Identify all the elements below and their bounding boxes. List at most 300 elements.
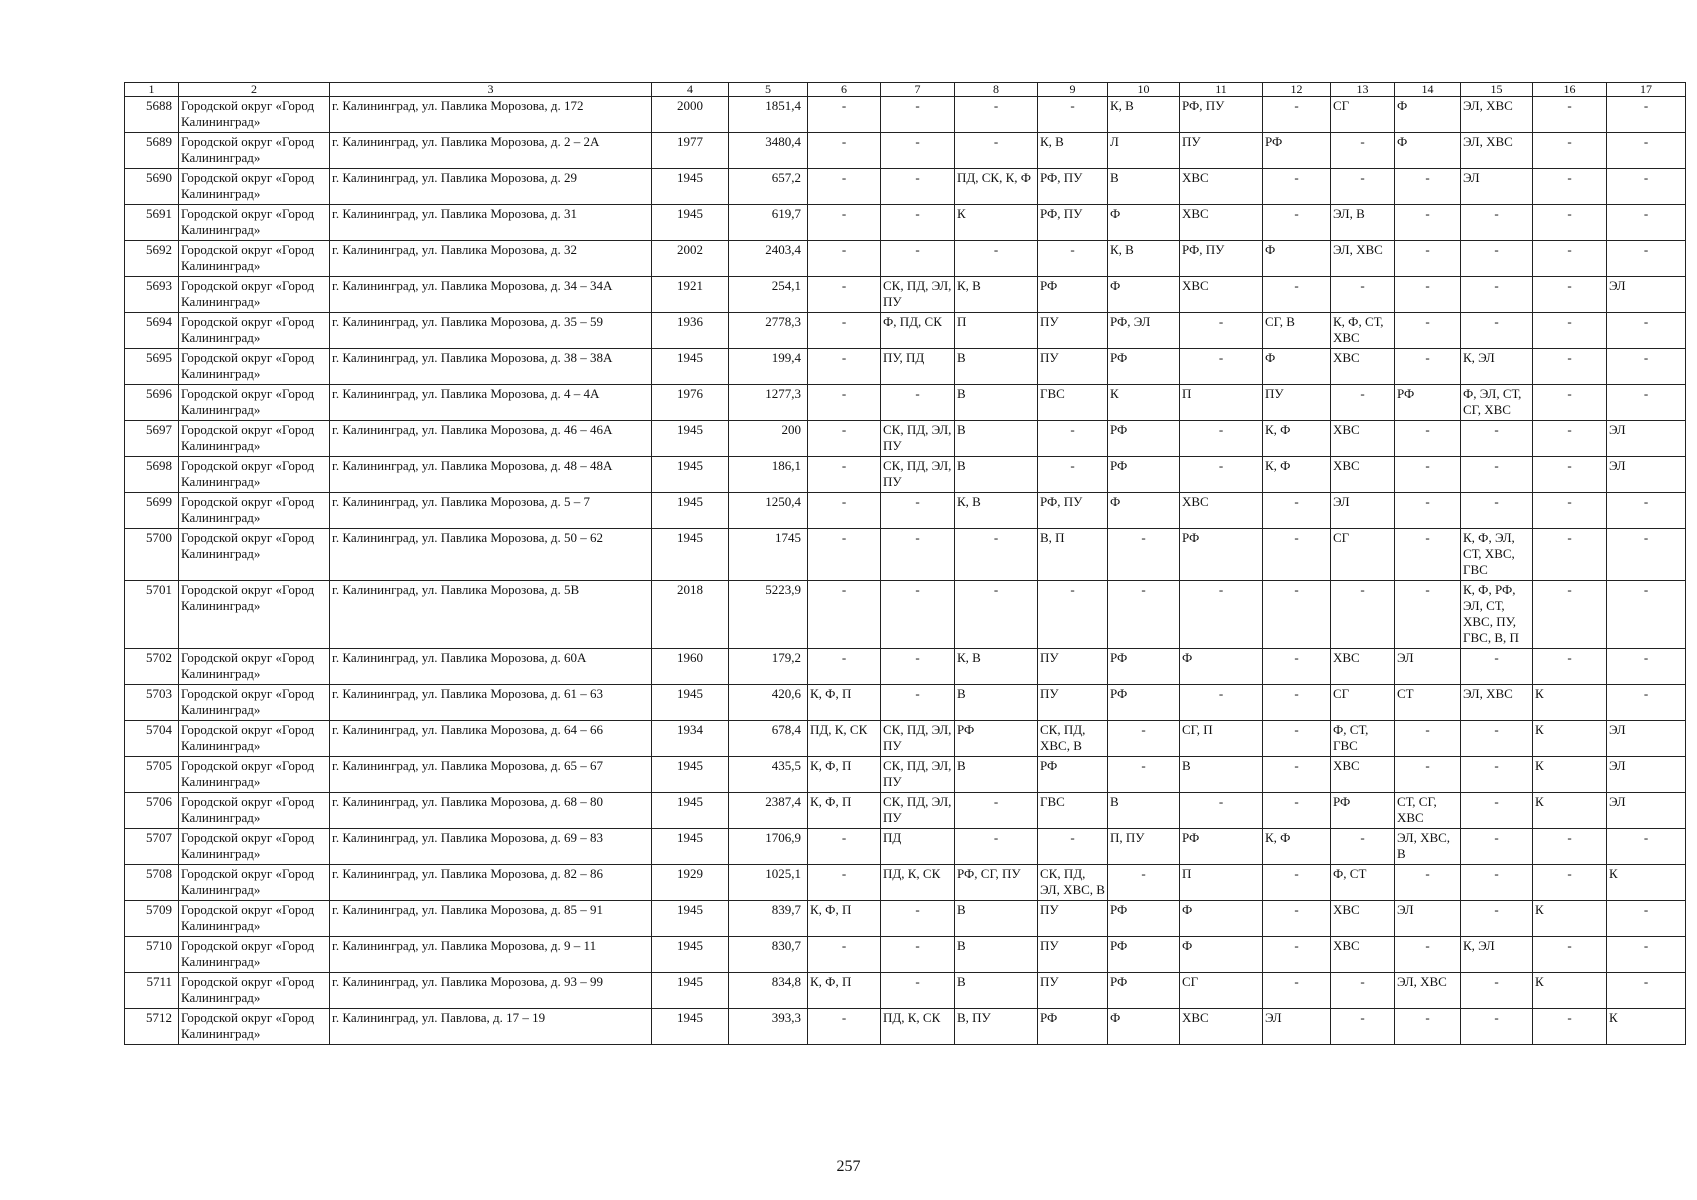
table-cell: 1929 xyxy=(652,865,729,901)
table-cell: - xyxy=(1607,169,1686,205)
table-cell: 1960 xyxy=(652,649,729,685)
table-cell: 5223,9 xyxy=(729,581,808,649)
table-row xyxy=(125,793,1686,829)
table-cell: 2000 xyxy=(652,97,729,133)
column-header: 11 xyxy=(1180,83,1263,97)
table-cell: - xyxy=(1263,529,1331,581)
table-row xyxy=(125,169,1686,205)
table-cell: РФ xyxy=(1331,793,1395,829)
page-number: 257 xyxy=(836,1158,861,1175)
table-cell: - xyxy=(1607,685,1686,721)
table-cell: Городской округ «Город Калининград» xyxy=(179,277,330,313)
table-cell: 199,4 xyxy=(729,349,808,385)
table-cell: - xyxy=(1395,865,1461,901)
table-cell: - xyxy=(1395,349,1461,385)
table-cell: - xyxy=(1108,721,1180,757)
table-cell: К, ЭЛ xyxy=(1461,937,1533,973)
table-cell: - xyxy=(955,241,1038,277)
table-cell: РФ xyxy=(1108,421,1180,457)
table-cell: 5712 xyxy=(125,1009,179,1045)
table-row xyxy=(125,649,1686,685)
table-cell: ЭЛ xyxy=(1607,757,1686,793)
table-cell: В xyxy=(955,937,1038,973)
table-cell: ПД xyxy=(881,829,955,865)
table-cell: 1745 xyxy=(729,529,808,581)
table-cell: - xyxy=(1607,385,1686,421)
table-cell: 1025,1 xyxy=(729,865,808,901)
table-cell: - xyxy=(1263,793,1331,829)
table-cell: - xyxy=(1263,757,1331,793)
table-cell: Городской округ «Город Калининград» xyxy=(179,685,330,721)
table-cell: СК, ПД, ЭЛ, ПУ xyxy=(881,793,955,829)
table-cell: П xyxy=(1180,865,1263,901)
table-cell: ЭЛ, В xyxy=(1331,205,1395,241)
table-cell: 200 xyxy=(729,421,808,457)
table-cell: ЭЛ xyxy=(1263,1009,1331,1045)
table-cell: Городской округ «Город Калининград» xyxy=(179,169,330,205)
table-cell: - xyxy=(881,581,955,649)
table-cell: 1945 xyxy=(652,349,729,385)
table-cell: К, В xyxy=(955,277,1038,313)
table-cell: ПУ xyxy=(1038,973,1108,1009)
table-cell: - xyxy=(1461,277,1533,313)
table-cell: 5703 xyxy=(125,685,179,721)
table-cell: 5699 xyxy=(125,493,179,529)
table-cell: - xyxy=(1395,313,1461,349)
table-cell: 1921 xyxy=(652,277,729,313)
table-cell: ПУ xyxy=(1038,313,1108,349)
column-header: 6 xyxy=(808,83,881,97)
table-cell: - xyxy=(1263,721,1331,757)
table-cell: - xyxy=(955,529,1038,581)
table-cell: - xyxy=(1395,205,1461,241)
table-cell: - xyxy=(1461,241,1533,277)
table-cell: 2778,3 xyxy=(729,313,808,349)
table-cell: г. Калининград, ул. Павлика Морозова, д. 172 xyxy=(330,97,652,133)
table-cell: 1976 xyxy=(652,385,729,421)
table-cell: 1945 xyxy=(652,205,729,241)
table-cell: Городской округ «Город Калининград» xyxy=(179,313,330,349)
table-cell: г. Калининград, ул. Павлика Морозова, д. 46 – 46А xyxy=(330,421,652,457)
column-header: 1 xyxy=(125,83,179,97)
table-cell: РФ xyxy=(1263,133,1331,169)
column-header: 3 xyxy=(330,83,652,97)
table-cell: Ф, ЭЛ, СТ, СГ, ХВС xyxy=(1461,385,1533,421)
table-cell: 5702 xyxy=(125,649,179,685)
table-cell: 5705 xyxy=(125,757,179,793)
table-cell: - xyxy=(1108,865,1180,901)
table-cell: Городской округ «Город Калининград» xyxy=(179,133,330,169)
table-cell: - xyxy=(808,581,881,649)
table-cell: 5691 xyxy=(125,205,179,241)
table-cell: - xyxy=(808,529,881,581)
table-cell: - xyxy=(1108,581,1180,649)
table-cell: - xyxy=(1395,277,1461,313)
table-row xyxy=(125,685,1686,721)
table-cell: 5696 xyxy=(125,385,179,421)
table-row xyxy=(125,581,1686,649)
table-cell: ПД, К, СК xyxy=(881,1009,955,1045)
table-cell: - xyxy=(1263,937,1331,973)
table-cell: 5707 xyxy=(125,829,179,865)
table-cell: ХВС xyxy=(1331,757,1395,793)
table-cell: 1945 xyxy=(652,757,729,793)
table-cell: - xyxy=(1607,313,1686,349)
table-cell: Ф xyxy=(1180,937,1263,973)
table-cell: Городской округ «Город Калининград» xyxy=(179,1009,330,1045)
table-cell: - xyxy=(1461,865,1533,901)
table-cell: г. Калининград, ул. Павлика Морозова, д. 29 xyxy=(330,169,652,205)
table-cell: РФ, ПУ xyxy=(1180,241,1263,277)
table-cell: - xyxy=(1331,829,1395,865)
table-cell: ЭЛ, ХВС, В xyxy=(1395,829,1461,865)
table-cell: Ф xyxy=(1180,649,1263,685)
table-cell: - xyxy=(955,133,1038,169)
table-cell: 1945 xyxy=(652,421,729,457)
table-cell: - xyxy=(1607,973,1686,1009)
table-cell: - xyxy=(1263,169,1331,205)
table-cell: - xyxy=(1533,493,1607,529)
table-cell: - xyxy=(1607,205,1686,241)
table-cell: - xyxy=(955,97,1038,133)
table-cell: РФ, ПУ xyxy=(1038,493,1108,529)
table-cell: г. Калининград, ул. Павлика Морозова, д. 48 – 48А xyxy=(330,457,652,493)
table-cell: Ф xyxy=(1108,1009,1180,1045)
table-cell: СГ, П xyxy=(1180,721,1263,757)
table-cell: - xyxy=(1607,529,1686,581)
table-cell: - xyxy=(1395,937,1461,973)
table-cell: 657,2 xyxy=(729,169,808,205)
table-cell: - xyxy=(1263,97,1331,133)
table-cell: ГВС xyxy=(1038,793,1108,829)
table-cell: - xyxy=(881,937,955,973)
table-cell: К, Ф, ЭЛ, СТ, ХВС, ГВС xyxy=(1461,529,1533,581)
table-cell: К, Ф, СТ, ХВС xyxy=(1331,313,1395,349)
table-cell: ПУ xyxy=(1038,349,1108,385)
table-cell: ЭЛ xyxy=(1395,901,1461,937)
table-cell: - xyxy=(881,493,955,529)
table-cell: 3480,4 xyxy=(729,133,808,169)
table-cell: РФ xyxy=(1108,973,1180,1009)
table-cell: РФ, СГ, ПУ xyxy=(955,865,1038,901)
table-cell: ПУ xyxy=(1038,685,1108,721)
table-cell: г. Калининград, ул. Павлика Морозова, д. 9 – 11 xyxy=(330,937,652,973)
table-cell: - xyxy=(1533,385,1607,421)
table-cell: 5694 xyxy=(125,313,179,349)
table-cell: - xyxy=(1263,277,1331,313)
column-header: 15 xyxy=(1461,83,1533,97)
table-cell: - xyxy=(1607,829,1686,865)
table-cell: - xyxy=(1180,457,1263,493)
table-cell: РФ xyxy=(1038,277,1108,313)
table-cell: 1934 xyxy=(652,721,729,757)
table-cell: РФ, ЭЛ xyxy=(1108,313,1180,349)
table-cell: П xyxy=(955,313,1038,349)
table-cell: - xyxy=(1461,901,1533,937)
table-cell: - xyxy=(1331,169,1395,205)
table-cell: 1945 xyxy=(652,829,729,865)
table-cell: 5704 xyxy=(125,721,179,757)
table-cell: К, Ф xyxy=(1263,829,1331,865)
table-cell: - xyxy=(1533,937,1607,973)
table-cell: СГ xyxy=(1331,685,1395,721)
table-cell: г. Калининград, ул. Павлика Морозова, д. 65 – 67 xyxy=(330,757,652,793)
table-cell: ПД, К, СК xyxy=(881,865,955,901)
table-cell: - xyxy=(808,865,881,901)
table-cell: Городской округ «Город Калининград» xyxy=(179,865,330,901)
table-cell: 5690 xyxy=(125,169,179,205)
table-cell: - xyxy=(808,169,881,205)
table-row xyxy=(125,349,1686,385)
table-cell: - xyxy=(881,133,955,169)
table-cell: - xyxy=(881,529,955,581)
table-cell: ЭЛ xyxy=(1461,169,1533,205)
table-cell: К xyxy=(1533,793,1607,829)
table-cell: 5697 xyxy=(125,421,179,457)
table-cell: 5692 xyxy=(125,241,179,277)
table-cell: - xyxy=(1461,457,1533,493)
table-cell: 1945 xyxy=(652,685,729,721)
table-cell: 179,2 xyxy=(729,649,808,685)
table-cell: - xyxy=(1331,277,1395,313)
table-cell: г. Калининград, ул. Павлика Морозова, д. 5В xyxy=(330,581,652,649)
table-cell: - xyxy=(1038,97,1108,133)
table-cell: Городской округ «Город Калининград» xyxy=(179,581,330,649)
table-cell: В xyxy=(955,421,1038,457)
table-cell: г. Калининград, ул. Павлика Морозова, д. 50 – 62 xyxy=(330,529,652,581)
table-cell: Городской округ «Город Калининград» xyxy=(179,493,330,529)
table-cell: г. Калининград, ул. Павлика Морозова, д. 93 – 99 xyxy=(330,973,652,1009)
table-cell: РФ xyxy=(1108,937,1180,973)
table-cell: 5695 xyxy=(125,349,179,385)
table-cell: - xyxy=(881,97,955,133)
table-cell: ЭЛ xyxy=(1607,457,1686,493)
table-cell: 1851,4 xyxy=(729,97,808,133)
table-cell: - xyxy=(808,205,881,241)
table-cell: ГВС xyxy=(1038,385,1108,421)
table-cell: ПУ xyxy=(1180,133,1263,169)
table-cell: - xyxy=(1331,1009,1395,1045)
table-cell: СК, ПД, ЭЛ, ХВС, В xyxy=(1038,865,1108,901)
table-cell: г. Калининград, ул. Павлика Морозова, д. 61 – 63 xyxy=(330,685,652,721)
table-cell: РФ xyxy=(1180,529,1263,581)
table-cell: - xyxy=(1533,529,1607,581)
table-row xyxy=(125,1009,1686,1045)
table-cell: - xyxy=(1263,493,1331,529)
table-cell: - xyxy=(808,421,881,457)
table-cell: - xyxy=(1533,1009,1607,1045)
table-cell: - xyxy=(808,937,881,973)
column-header: 2 xyxy=(179,83,330,97)
table-cell: СТ, СГ, ХВС xyxy=(1395,793,1461,829)
table-row xyxy=(125,493,1686,529)
table-cell: - xyxy=(881,901,955,937)
table-cell: 5698 xyxy=(125,457,179,493)
table-cell: К xyxy=(1533,685,1607,721)
table-cell: В xyxy=(955,385,1038,421)
table-cell: РФ xyxy=(1108,457,1180,493)
table-cell: СГ, В xyxy=(1263,313,1331,349)
table-cell: - xyxy=(1108,529,1180,581)
column-header: 7 xyxy=(881,83,955,97)
table-cell: - xyxy=(881,385,955,421)
table-cell: 619,7 xyxy=(729,205,808,241)
table-cell: - xyxy=(881,205,955,241)
table-cell: - xyxy=(1461,721,1533,757)
table-cell: ПУ xyxy=(1038,901,1108,937)
table-cell: К, В xyxy=(1108,97,1180,133)
table-cell: ХВС xyxy=(1331,457,1395,493)
table-cell: - xyxy=(808,133,881,169)
table-cell: - xyxy=(1461,973,1533,1009)
table-cell: - xyxy=(1533,97,1607,133)
table-cell: г. Калининград, ул. Павлика Морозова, д. 85 – 91 xyxy=(330,901,652,937)
table-cell: ХВС xyxy=(1331,937,1395,973)
table-cell: 678,4 xyxy=(729,721,808,757)
column-header: 5 xyxy=(729,83,808,97)
table-cell: - xyxy=(1331,973,1395,1009)
table-cell: - xyxy=(1263,685,1331,721)
table-cell: - xyxy=(1607,97,1686,133)
table-cell: - xyxy=(955,829,1038,865)
table-cell: Городской округ «Город Калининград» xyxy=(179,241,330,277)
table-cell: - xyxy=(1533,277,1607,313)
table-cell: РФ, ПУ xyxy=(1038,205,1108,241)
table-cell: - xyxy=(1395,529,1461,581)
table-cell: ХВС xyxy=(1331,421,1395,457)
table-cell: В xyxy=(1108,169,1180,205)
table-cell: г. Калининград, ул. Павлика Морозова, д. 31 xyxy=(330,205,652,241)
table-cell: г. Калининград, ул. Павлика Морозова, д. 34 – 34А xyxy=(330,277,652,313)
table-cell: В xyxy=(955,349,1038,385)
table-cell: 1945 xyxy=(652,529,729,581)
table-cell: 5706 xyxy=(125,793,179,829)
table-cell: 1945 xyxy=(652,457,729,493)
table-cell: 1945 xyxy=(652,169,729,205)
table-row xyxy=(125,901,1686,937)
table-cell: Городской округ «Город Калининград» xyxy=(179,457,330,493)
table-cell: 393,3 xyxy=(729,1009,808,1045)
table-row xyxy=(125,937,1686,973)
table-cell: - xyxy=(1461,205,1533,241)
table-cell: 834,8 xyxy=(729,973,808,1009)
table-cell: - xyxy=(1461,793,1533,829)
table-cell: - xyxy=(808,313,881,349)
table-cell: - xyxy=(1395,721,1461,757)
table-cell: 1706,9 xyxy=(729,829,808,865)
table-cell: - xyxy=(808,829,881,865)
table-cell: - xyxy=(1607,649,1686,685)
table-cell: 5701 xyxy=(125,581,179,649)
table-cell: К, Ф, РФ, ЭЛ, СТ, ХВС, ПУ, ГВС, В, П xyxy=(1461,581,1533,649)
table-cell: К xyxy=(1533,901,1607,937)
table-cell: - xyxy=(808,97,881,133)
table-cell: РФ xyxy=(955,721,1038,757)
table-cell: - xyxy=(1533,169,1607,205)
table-cell: - xyxy=(1038,457,1108,493)
table-cell: 1945 xyxy=(652,793,729,829)
table-cell: РФ xyxy=(1108,349,1180,385)
table-cell: ПУ xyxy=(1263,385,1331,421)
table-cell: - xyxy=(1607,937,1686,973)
table-cell: - xyxy=(1533,581,1607,649)
table-cell: ЭЛ xyxy=(1607,277,1686,313)
table-cell: ЭЛ xyxy=(1607,721,1686,757)
table-cell: К, ЭЛ xyxy=(1461,349,1533,385)
table-cell: Городской округ «Город Калининград» xyxy=(179,937,330,973)
table-row xyxy=(125,205,1686,241)
table-cell: г. Калининград, ул. Павлика Морозова, д. 35 – 59 xyxy=(330,313,652,349)
table-cell: Городской округ «Город Калининград» xyxy=(179,901,330,937)
table-cell: 5693 xyxy=(125,277,179,313)
table-cell: - xyxy=(1607,241,1686,277)
table-cell: П, ПУ xyxy=(1108,829,1180,865)
table-cell: В xyxy=(955,901,1038,937)
table-cell: ХВС xyxy=(1180,277,1263,313)
table-cell: СГ xyxy=(1180,973,1263,1009)
table-cell: - xyxy=(808,457,881,493)
table-cell: - xyxy=(881,973,955,1009)
table-cell: К, Ф xyxy=(1263,421,1331,457)
table-cell: 1250,4 xyxy=(729,493,808,529)
table-cell: - xyxy=(1180,581,1263,649)
table-row xyxy=(125,829,1686,865)
table-cell: ПУ xyxy=(1038,649,1108,685)
table-cell: Городской округ «Город Калининград» xyxy=(179,721,330,757)
table-cell: ХВС xyxy=(1331,901,1395,937)
table-cell: К, Ф, П xyxy=(808,901,881,937)
table-cell: ПУ xyxy=(1038,937,1108,973)
table-cell: ЭЛ, ХВС xyxy=(1395,973,1461,1009)
table-cell: - xyxy=(1395,421,1461,457)
table-cell: - xyxy=(808,1009,881,1045)
table-cell: г. Калининград, ул. Павлика Морозова, д. 68 – 80 xyxy=(330,793,652,829)
table-cell: К xyxy=(1533,973,1607,1009)
table-cell: - xyxy=(1395,241,1461,277)
table-cell: ПУ, ПД xyxy=(881,349,955,385)
table-cell: К, Ф, П xyxy=(808,973,881,1009)
table-cell: г. Калининград, ул. Павлика Морозова, д. 69 – 83 xyxy=(330,829,652,865)
table-cell: - xyxy=(1180,793,1263,829)
table-cell: К, В xyxy=(1038,133,1108,169)
table-cell: Городской округ «Город Калининград» xyxy=(179,829,330,865)
table-cell: Ф xyxy=(1263,349,1331,385)
table-cell: - xyxy=(1263,205,1331,241)
table-cell: - xyxy=(1331,385,1395,421)
table-cell: - xyxy=(1038,421,1108,457)
table-cell: ЭЛ xyxy=(1395,649,1461,685)
table-cell: - xyxy=(1263,649,1331,685)
table-cell: 1945 xyxy=(652,937,729,973)
table-cell: 420,6 xyxy=(729,685,808,721)
table-cell: 5711 xyxy=(125,973,179,1009)
table-cell: - xyxy=(1533,649,1607,685)
table-cell: - xyxy=(881,685,955,721)
table-cell: - xyxy=(1395,457,1461,493)
table-cell: 5710 xyxy=(125,937,179,973)
table-cell: - xyxy=(1395,1009,1461,1045)
table-cell: - xyxy=(1263,581,1331,649)
table-cell: г. Калининград, ул. Павлика Морозова, д. 64 – 66 xyxy=(330,721,652,757)
table-cell: 1945 xyxy=(652,493,729,529)
table-cell: В xyxy=(955,973,1038,1009)
table-row xyxy=(125,385,1686,421)
table-cell: 435,5 xyxy=(729,757,808,793)
table-cell: - xyxy=(955,581,1038,649)
table-cell: - xyxy=(1038,581,1108,649)
table-cell: РФ xyxy=(1108,901,1180,937)
table-cell: г. Калининград, ул. Павлика Морозова, д. 4 – 4А xyxy=(330,385,652,421)
